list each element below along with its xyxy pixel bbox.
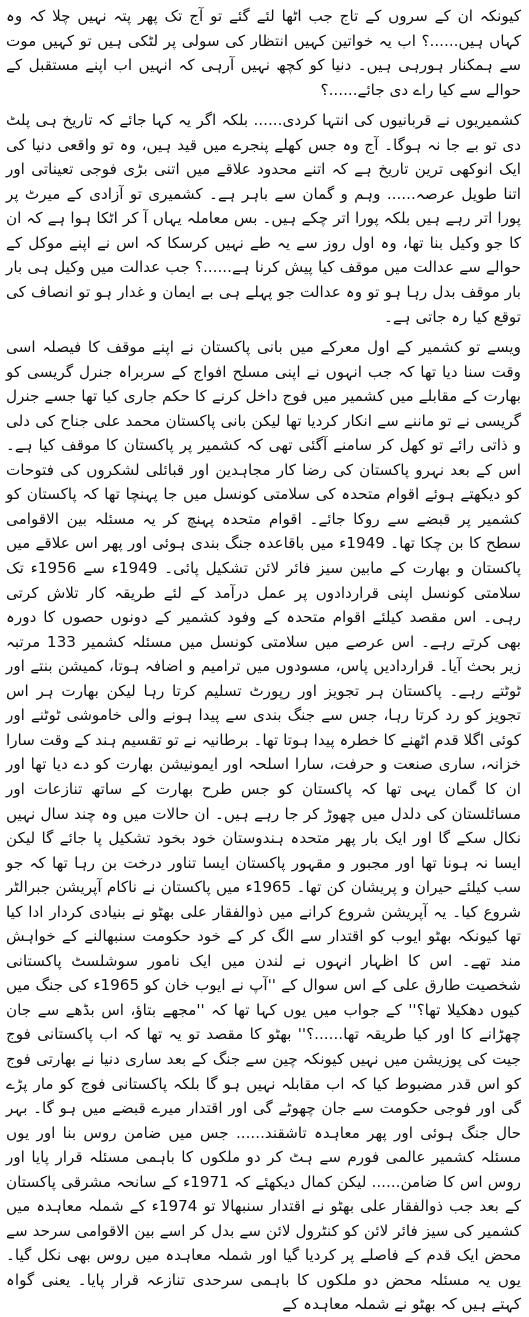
article-paragraph-3: ویسے تو کشمیر کے اول معرکے میں بانی پاکستان نے اپنے موقف کا فیصلہ اسی وقت سنا دیا تھا کہ جب انہوں نے اپنی مسلح افواج کے سربراہ جنرل گریسی کو بھارت کے مقابلے میں کشمیر میں فوج داخل کرنے کا حکم جاری کیا تھا جسے جنرل گریسی نے تو ماننے سے انکار کردیا تھا لیکن بانی پاکستان محمد علی جناح کی دلی و ذاتی رائے تو کھل کر سامنے آگئی تھی کہ کشمیر پر پاکستان کا موقف کیا ہے۔ اس کے بعد نہرو پاکستان کی رضا کار مجاہدین اور قبائلی لشکروں کی فتوحات کو دیکھتے ہوئے اقوام متحدہ کی سلامتی کونسل میں جا پہنچا تھا کہ پاکستان کو کشمیر پر قبضے سے روکا جائے۔ اقوام متحدہ پہنچ کر یہ مسئلہ بین الاقوامی سطح کا بن چکا تھا۔ 1949ء میں باقاعدہ جنگ بندی ہوئی اور پھر اس علاقے میں پاکستان و بھارت کے مابین سیز فائر لائن تشکیل پائی۔ 1949ء سے 1956ء تک سلامتی کونسل اپنی قراردادوں پر عمل درآمد کے لئے طریقہ کار تلاش کرتی رہی۔ اس مقصد کیلئے اقوام متحدہ کے وفود کشمیر کے دونوں حصوں کا دورہ بھی کرتے رہے۔ اس عرصے میں سلامتی کونسل میں مسئلہ کشمیر 133 مرتبہ زیر بحث آیا۔ قراردادیں پاس، مسودوں میں ترامیم و اضافہ ہوتا، کمیشن بنتے اور ٹوٹتے رہے۔ پاکستان ہر تجویز اور رپورٹ تسلیم کرتا رہا لیکن بھارت ہر اس تجویز کو رد کرتا رہا، جس سے جنگ بندی سے پیدا ہونے والی خاموشی ٹوٹنے اور کوئی اگلا قدم اٹھنے کا خطرہ پیدا ہوتا تھا۔ برطانیہ نے تو تقسیم ہند کے وقت سارا خزانہ، ساری صنعت و حرفت، سارا اسلحہ اور ایمونیشن بھارت کو دے دیا تھا اور ان کا گمان یہی تھا کہ پاکستان کو جس طرح بھارت کے ساتھ تنازعات اور مسائلستان کی دلدل میں چھوڑ کر جا رہے ہیں۔ ان حالات میں وہ چند سال نہیں نکال سکے گا اور ایک بار پھر متحدہ ہندوستان خود بخود تشکیل پا جائے گا لیکن ایسا نہ ہونا تھا اور مجبور و مقہور پاکستان ایسا تناور درخت بن رہا تھا کہ جو سب کیلئے حیران و پریشان کن تھا۔ 1965ء میں پاکستان نے ناکام آپریشن جبرالٹر شروع کیا۔ یہ آپریشن شروع کرانے میں ذوالفقار علی بھٹو نے بنیادی کردار ادا کیا تھا کیونکہ بھٹو ایوب کو اقتدار سے الگ کر کے خود حکومت سنبھالنے کے خواہش مند تھے۔ اس کا اظہار انہوں نے لندن میں ایک نامور سوشلسٹ پاکستانی شخصیت طارق علی کے اس سوال کے ''آپ نے ایوب خان کو 1965ء کی جنگ میں کیوں دھکیلا تھا؟'' کے جواب میں یوں کہا تھا کہ ''مجھے بتاؤ، اس بڈھے سے جان چھڑانے کا اور کیا طریقہ تھا......؟'' بھٹو کا مقصد تو یہ تھا کہ اب پاکستانی فوج جیت کی پوزیشن میں نہیں کیونکہ چین سے جنگ کے بعد ساری دنیا نے بھارتی فوج کو اس قدر مضبوط کیا کہ اب مقابلہ نہیں ہو گا بلکہ پاکستانی فوج کو مار پڑے گی اور فوجی حکومت سے جان چھوٹے گی اور اقتدار میرے قبضے میں ہو گا۔ بہر حال جنگ ہوئی اور پھر معاہدہ تاشقند...... جس میں ضامن روس بنا اور یوں مسئلہ کشمیر عالمی فورم سے ہٹ کر دو ملکوں کا باہمی مسئلہ قرار پایا اور روس اس کا ضامن...... لیکن کمال دیکھئے کہ 1971ء کے سانحہ مشرقی پاکستان کے بعد جب ذوالفقار علی بھٹو نے اقتدار سنبھالا تو 1974ء کے شملہ معاہدہ میں کشمیر کی سیز فائر لائن کو کنٹرول لائن سے بدل کر اسے بین الاقوامی سرحد سے محض ایک قدم کے فاصلے پر کردیا گیا اور شملہ معاہدہ میں روس بھی نکل گیا۔ یوں یہ مسئلہ محض دو ملکوں کا باہمی سرحدی تنازعہ قرار پایا۔ یعنی گواہ کہتے ہیں کہ بھٹو نے شملہ معاہدہ کے bbox=[6, 338, 522, 1314]
article-paragraph-1: کیونکہ ان کے سروں کے تاج جب اٹھا لئے گئے تو آج تک پھر پتہ نہیں چلا کہ وہ کہاں ہیں......؟ اب یہ خواتین کہیں انتظار کی سولی پر لٹکی ہیں تو کہیں موت سے ہمکنار ہورہی ہیں۔ دنیا کو کچھ نہیں آرہی کہ انہیں اب اپنے مستقبل کے حوالے سے کیا راے دی جائے......؟ bbox=[6, 7, 521, 99]
article-paragraph-2: کشمیریوں نے قربانیوں کی انتہا کردی...... بلکہ اگر یہ کہا جائے کہ تاریخ ہی پلٹ دی تو بے جا نہ ہوگا۔ آج وہ جس کھلے پنجرے میں قید ہیں، وہ تو واقعی دنیا کی ایک انوکھی ترین تاریخ ہے کہ اتنے محدود علاقے میں اتنی بڑی فوجی تعیناتی اور اتنا طویل عرصہ...... وہم و گمان سے باہر ہے۔ کشمیری تو آزادی کے میرٹ پر پورا اتر رہے ہیں بلکہ پورا اتر چکے ہیں۔ بس معاملہ یہاں آ کر اٹکا ہوا ہے کہ ان کا جو وکیل بنا تھا، وہ اول روز سے یہ طے نہیں کرسکا کہ اس نے اپنے موکل کے حوالے سے عدالت میں موقف کیا پیش کرنا ہے......؟ جب عدالت میں وکیل ہی بار بار موقف بدل رہا ہو تو وہ عدالت جو پہلے ہی بے ایمان و غدار ہو تو انصاف کی توقع کیا رہ جاتی ہے۔ bbox=[6, 111, 521, 326]
